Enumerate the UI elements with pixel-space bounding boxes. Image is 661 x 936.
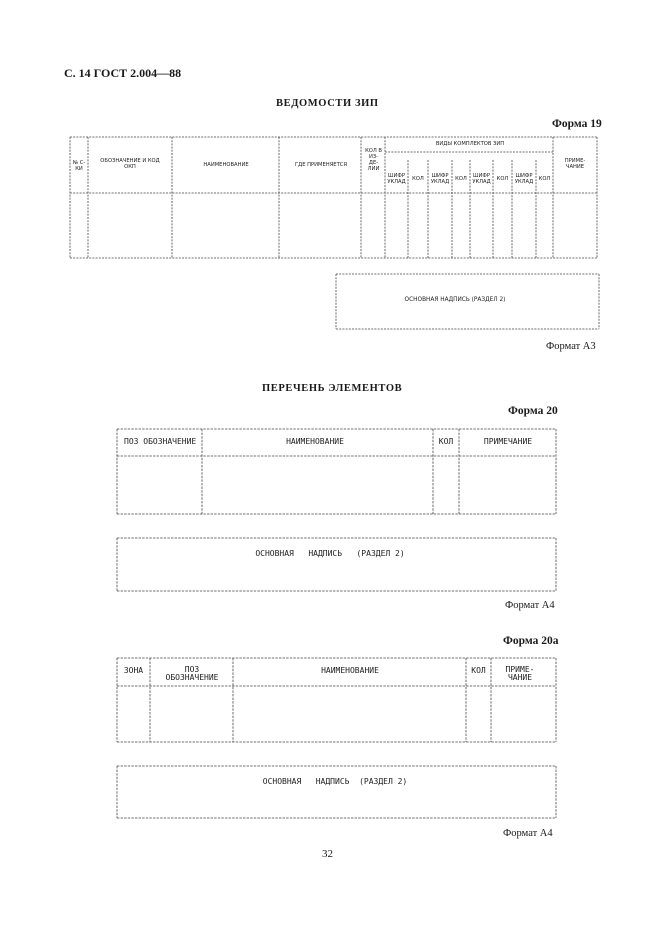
running-title: С. 14 ГОСТ 2.004—88 [64,66,182,80]
kit-code-header: ШИФР УКЛАД [387,173,406,185]
col-zone-header: ЗОНА [123,666,144,675]
col-name-header: НАИМЕНОВАНИЕ [286,437,344,446]
form19-format: Формат А3 [546,341,596,352]
form19-title: ВЕДОМОСТИ ЗИП [276,98,379,109]
form19-label: Форма 19 [552,118,602,130]
kit-qty-header-3: КОЛ [496,176,509,182]
form20-label: Форма 20 [508,405,558,417]
form20a-label: Форма 20а [503,635,559,647]
kit-qty-header-2: КОЛ [455,176,467,182]
form20-title: ПЕРЕЧЕНЬ ЭЛЕМЕНТОВ [262,383,403,394]
col-name-header: НАИМЕНОВАНИЕ [321,666,379,675]
kit-qty-header: КОЛ [412,176,424,182]
form20-format: Формат А4 [505,600,555,611]
col-num-header: № С- КИ [72,160,86,172]
col-qty-header: КОЛ В ИЗ- ДЕ- ЛИИ [365,148,382,172]
page-number: 32 [322,848,333,860]
col-designation-header: ОБОЗНАЧЕНИЕ И КОД ОКП [100,158,160,170]
form20-stamp: ОСНОВНАЯ НАДПИСЬ (РАЗДЕЛ 2) [255,549,405,558]
kit-code-header-3: ШИФР УКЛАД [472,173,491,185]
kit-code-header-2: ШИФР УКЛАД [430,173,450,185]
col-name-header: НАИМЕНОВАНИЕ [203,162,249,168]
col-pos-header: ПОЗ ОБОЗНАЧЕНИЕ [165,665,219,682]
kits-group-header: ВИДЫ КОМПЛЕКТОВ ЗИП [435,141,505,147]
col-where-header: ГДЕ ПРИМЕНЯЕТСЯ [295,162,347,168]
col-remarks-header: ПРИМЕ- ЧАНИЕ [564,158,586,170]
col-pos-header: ПОЗ ОБОЗНАЧЕНИЕ [124,437,197,446]
col-remarks-header: ПРИМЕ- ЧАНИЕ [505,665,535,682]
form20a-stamp: ОСНОВНАЯ НАДПИСЬ (РАЗДЕЛ 2) [262,777,408,786]
kit-qty-header-4: КОЛ [538,176,551,182]
col-qty-header: КОЛ [438,437,454,446]
form19-stamp: ОСНОВНАЯ НАДПИСЬ (РАЗДЕЛ 2) [404,297,506,303]
col-remarks-header: ПРИМЕЧАНИЕ [483,437,533,446]
form20a-format: Формат А4 [503,828,553,839]
col-qty-header: КОЛ [471,666,486,675]
kit-code-header-4: ШИФР УКЛАД [514,173,534,185]
